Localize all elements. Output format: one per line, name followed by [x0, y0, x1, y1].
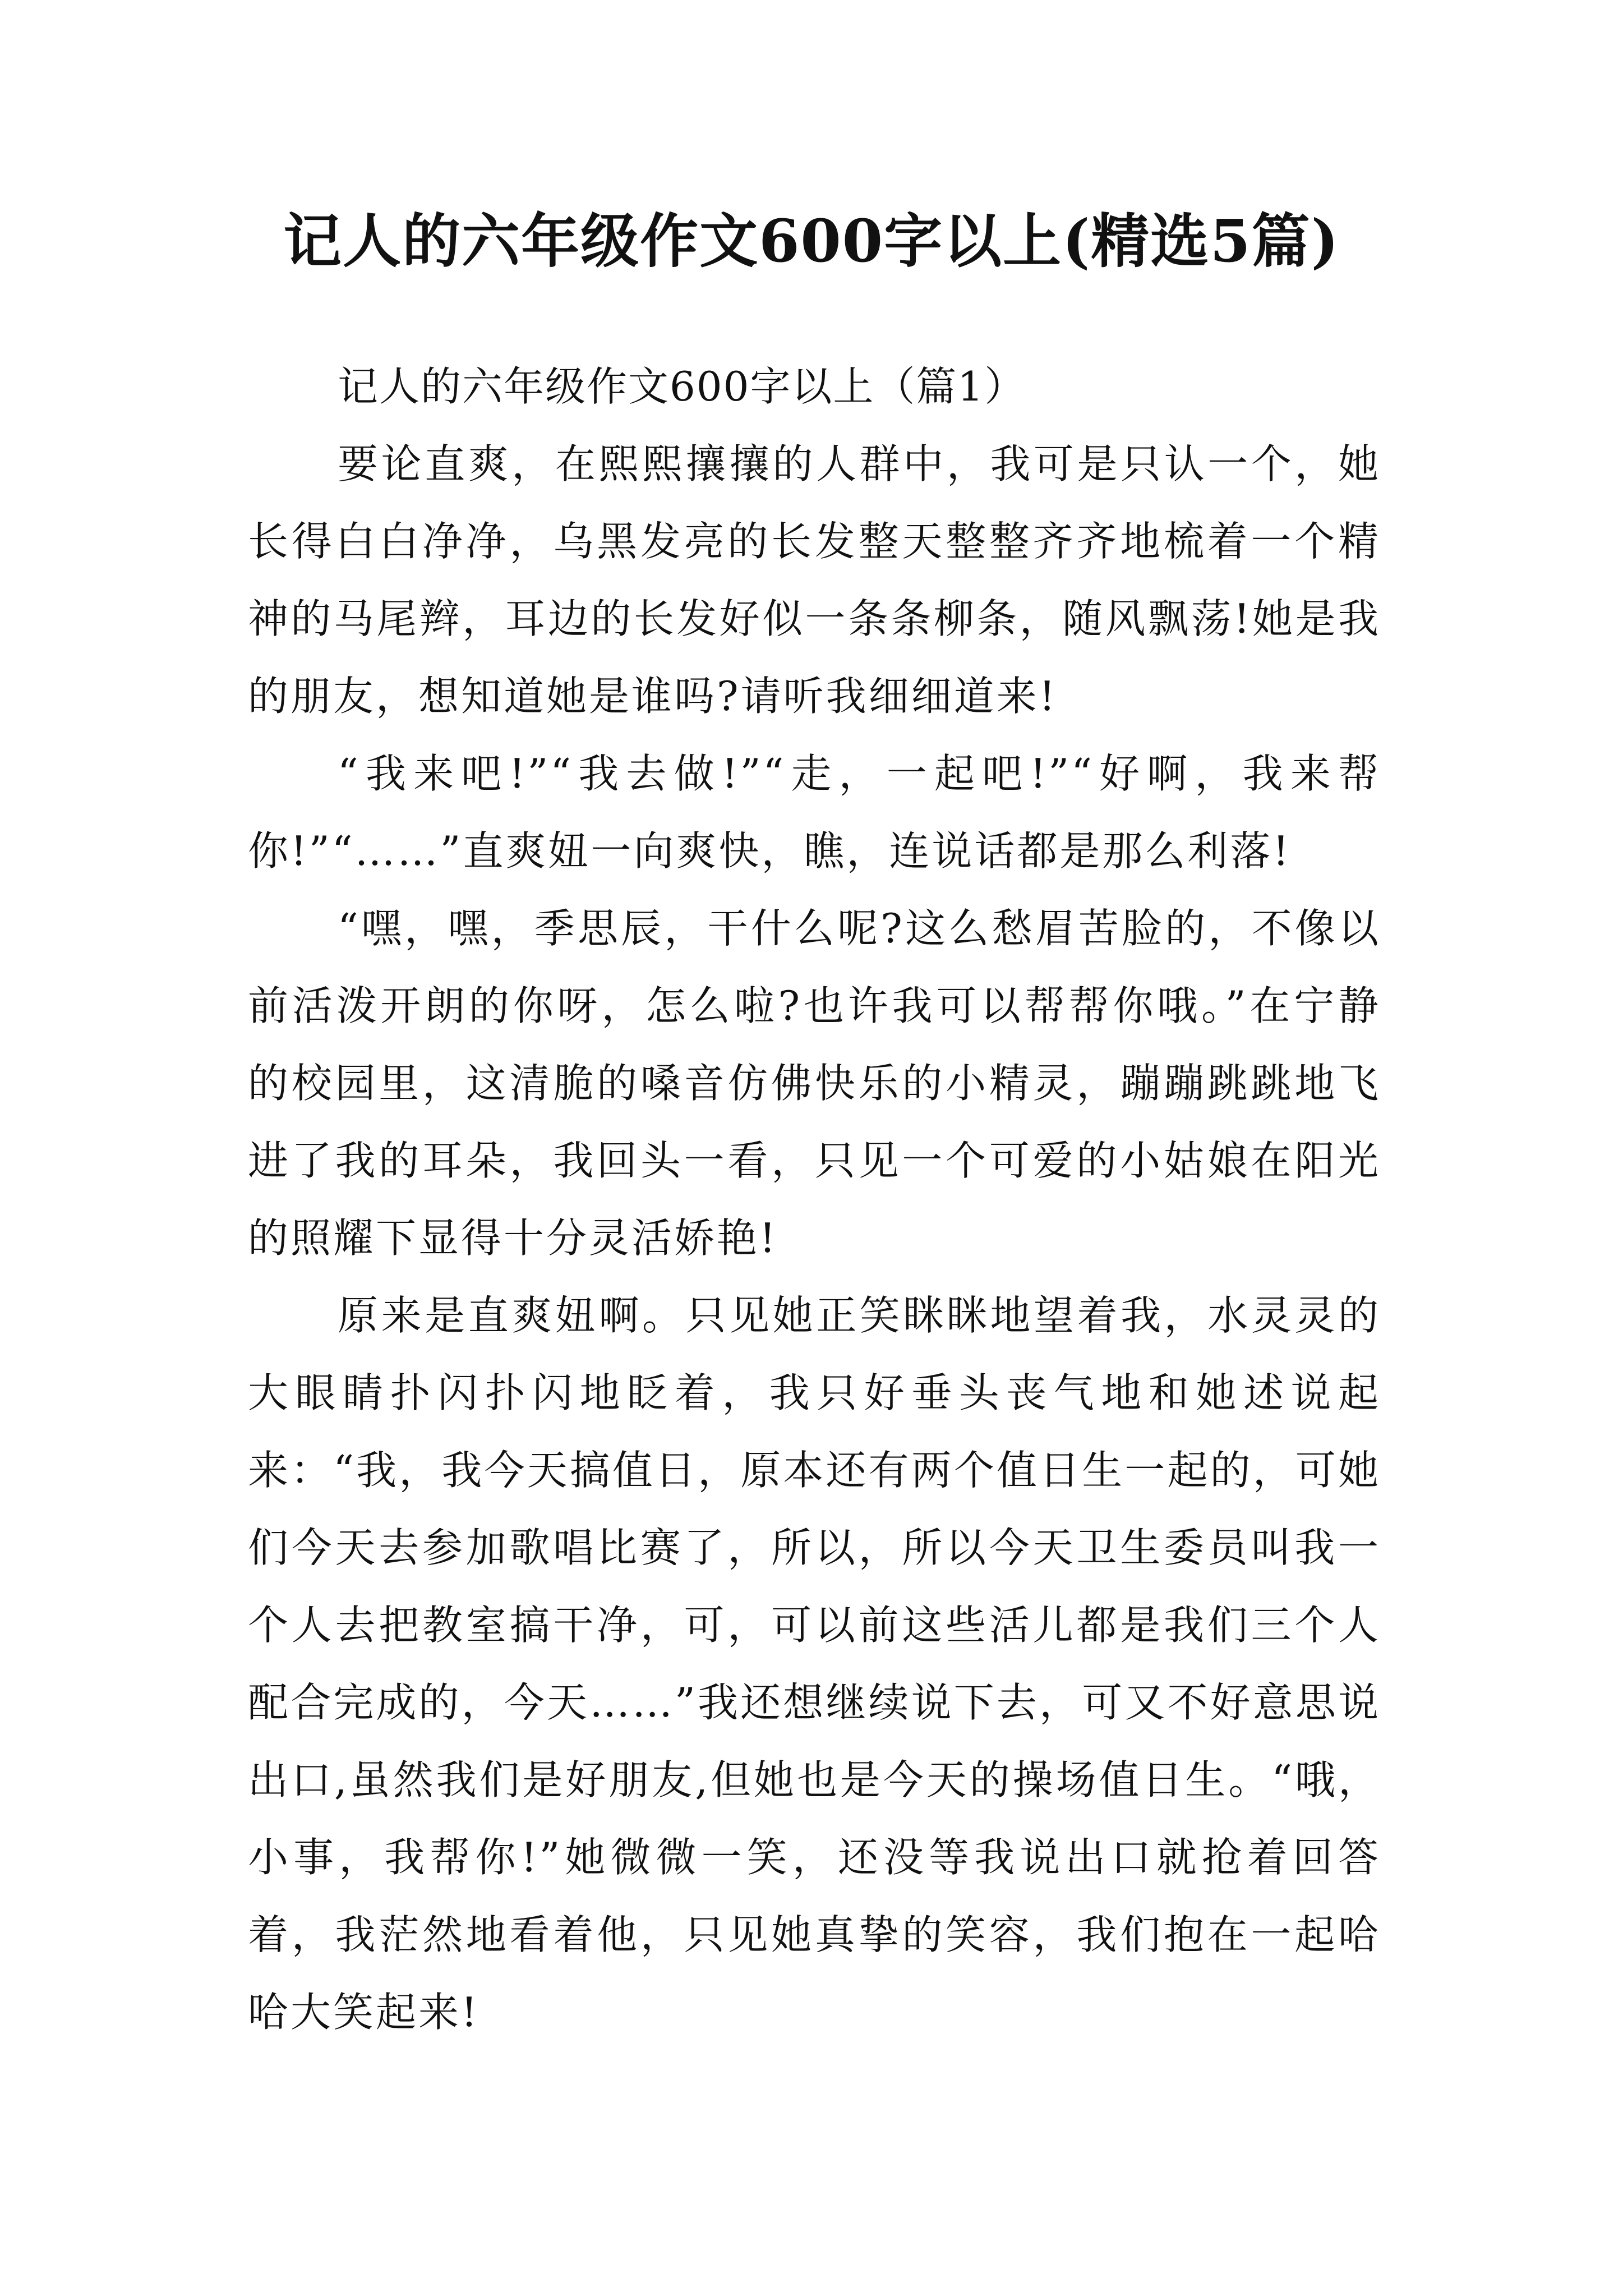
section-heading: 记人的六年级作文600字以上（篇1）: [338, 363, 1026, 410]
document-body: [248, 348, 1381, 2051]
paragraph-4: 原来是直爽妞啊。只见她正笑眯眯地望着我，水灵灵的大眼睛扑闪扑闪地眨着，我只好垂头丧气地和她述说起来：“我，我今天搞值日，原本还有两个值日生一起的，可她们今天去参加歌唱比赛了，所以，所以今天卫生委员叫我一个人去把教室搞干净，可，可以前这些活儿都是我们三个人配合完成的，今天……”我还想继续说下去，可又不好意思说出口,虽然我们是好朋友,但她也是今天的操场值日生。“哦，小事，我帮你!”她微微一笑，还没等我说出口就抢着回答着，我茫然地看着他，只见她真挚的笑容，我们抱在一起哈哈大笑起来!: [248, 1292, 1381, 2036]
paragraph-2: “我来吧!”“我去做!”“走，一起吧!”“好啊，我来帮你!”“……”直爽妞一向爽快，瞧，连说话都是那么利落!: [248, 750, 1381, 875]
document-title: 记人的六年级作文600字以上(精选5篇): [283, 206, 1340, 275]
paragraph-3: “嘿，嘿，季思辰，干什么呢?这么愁眉苦脸的，不像以前活泼开朗的你呀，怎么啦?也许我可以帮帮你哦。”在宁静的校园里，这清脆的嗓音仿佛快乐的小精灵，蹦蹦跳跳地飞进了我的耳朵，我回头一看，只见一个可爱的小姑娘在阳光的照耀下显得十分灵活娇艳!: [248, 905, 1381, 1262]
paragraph-1: 要论直爽，在熙熙攘攘的人群中，我可是只认一个，她长得白白净净，乌黑发亮的长发整天整整齐齐地梳着一个精神的马尾辫，耳边的长发好似一条条柳条，随风飘荡!她是我的朋友，想知道她是谁吗?请听我细细道来!: [248, 440, 1381, 720]
